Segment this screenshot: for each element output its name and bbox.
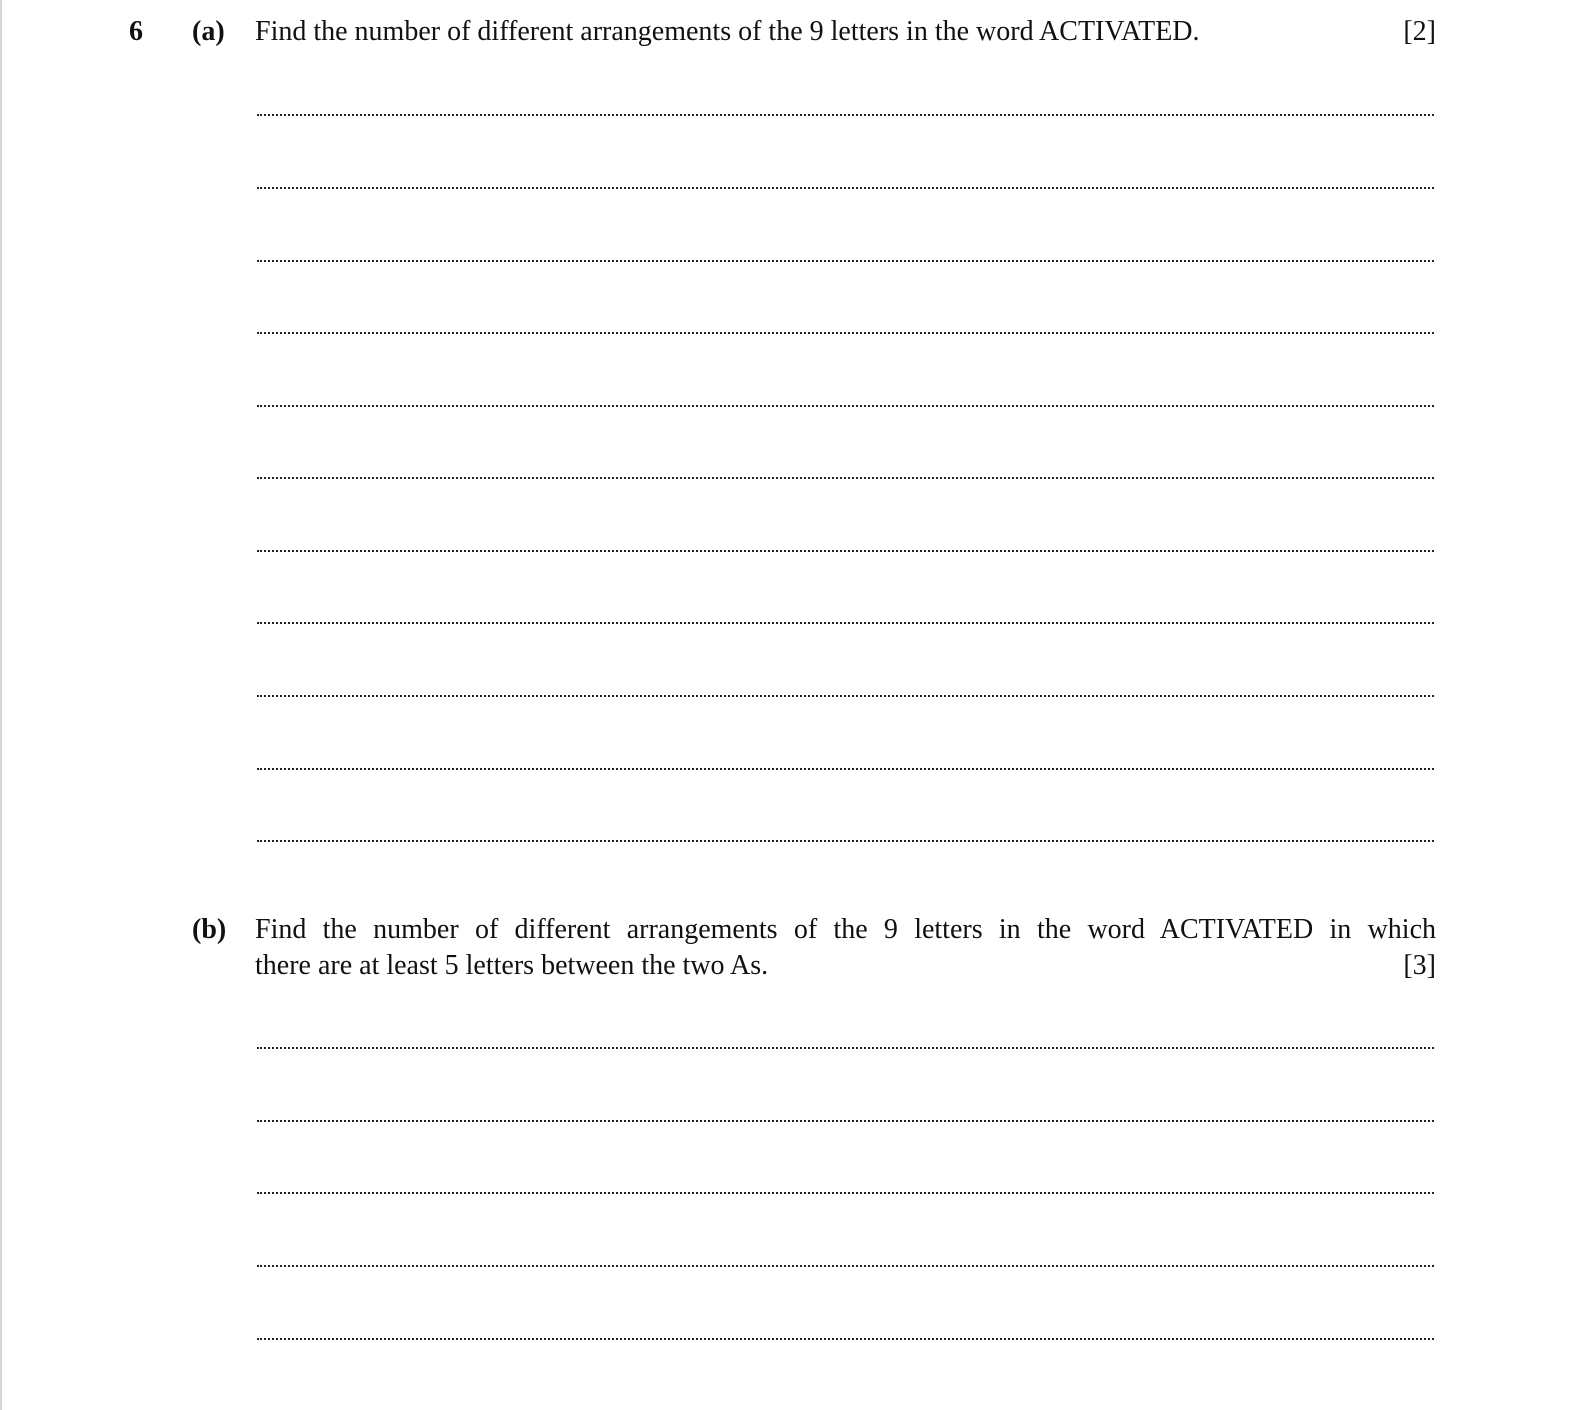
answer-line[interactable] <box>257 405 1434 407</box>
answer-line[interactable] <box>257 260 1434 262</box>
answer-line[interactable] <box>257 1120 1434 1122</box>
answer-line[interactable] <box>257 114 1434 116</box>
part-a-question-text: Find the number of different arrangements of the 9 letters in the word ACTIVATED. <box>255 16 1200 47</box>
part-b-question-line-2-row <box>255 948 1436 984</box>
part-a-marks: [2] <box>1403 16 1436 47</box>
answer-line[interactable] <box>257 1338 1434 1340</box>
answer-line[interactable] <box>257 695 1434 697</box>
part-b-label: (b) <box>192 914 227 945</box>
part-a-question <box>255 14 1436 50</box>
answer-line[interactable] <box>257 1265 1434 1267</box>
part-b-question <box>255 912 1436 984</box>
answer-line[interactable] <box>257 840 1434 842</box>
answer-line[interactable] <box>257 332 1434 334</box>
answer-line[interactable] <box>257 550 1434 552</box>
page-edge-divider <box>0 0 2 1410</box>
answer-line[interactable] <box>257 187 1434 189</box>
part-a-label: (a) <box>192 16 225 47</box>
answer-line[interactable] <box>257 622 1434 624</box>
part-b-marks: [3] <box>1403 950 1436 981</box>
answer-line[interactable] <box>257 1192 1434 1194</box>
answer-line[interactable] <box>257 1047 1434 1049</box>
answer-line[interactable] <box>257 477 1434 479</box>
part-b-question-line-2: there are at least 5 letters between the two As. <box>255 950 769 981</box>
part-b-question-line-1: Find the number of different arrangements of the 9 letters in the word ACTIVATED in which <box>255 914 1436 945</box>
question-number: 6 <box>129 16 143 47</box>
answer-line[interactable] <box>257 768 1434 770</box>
